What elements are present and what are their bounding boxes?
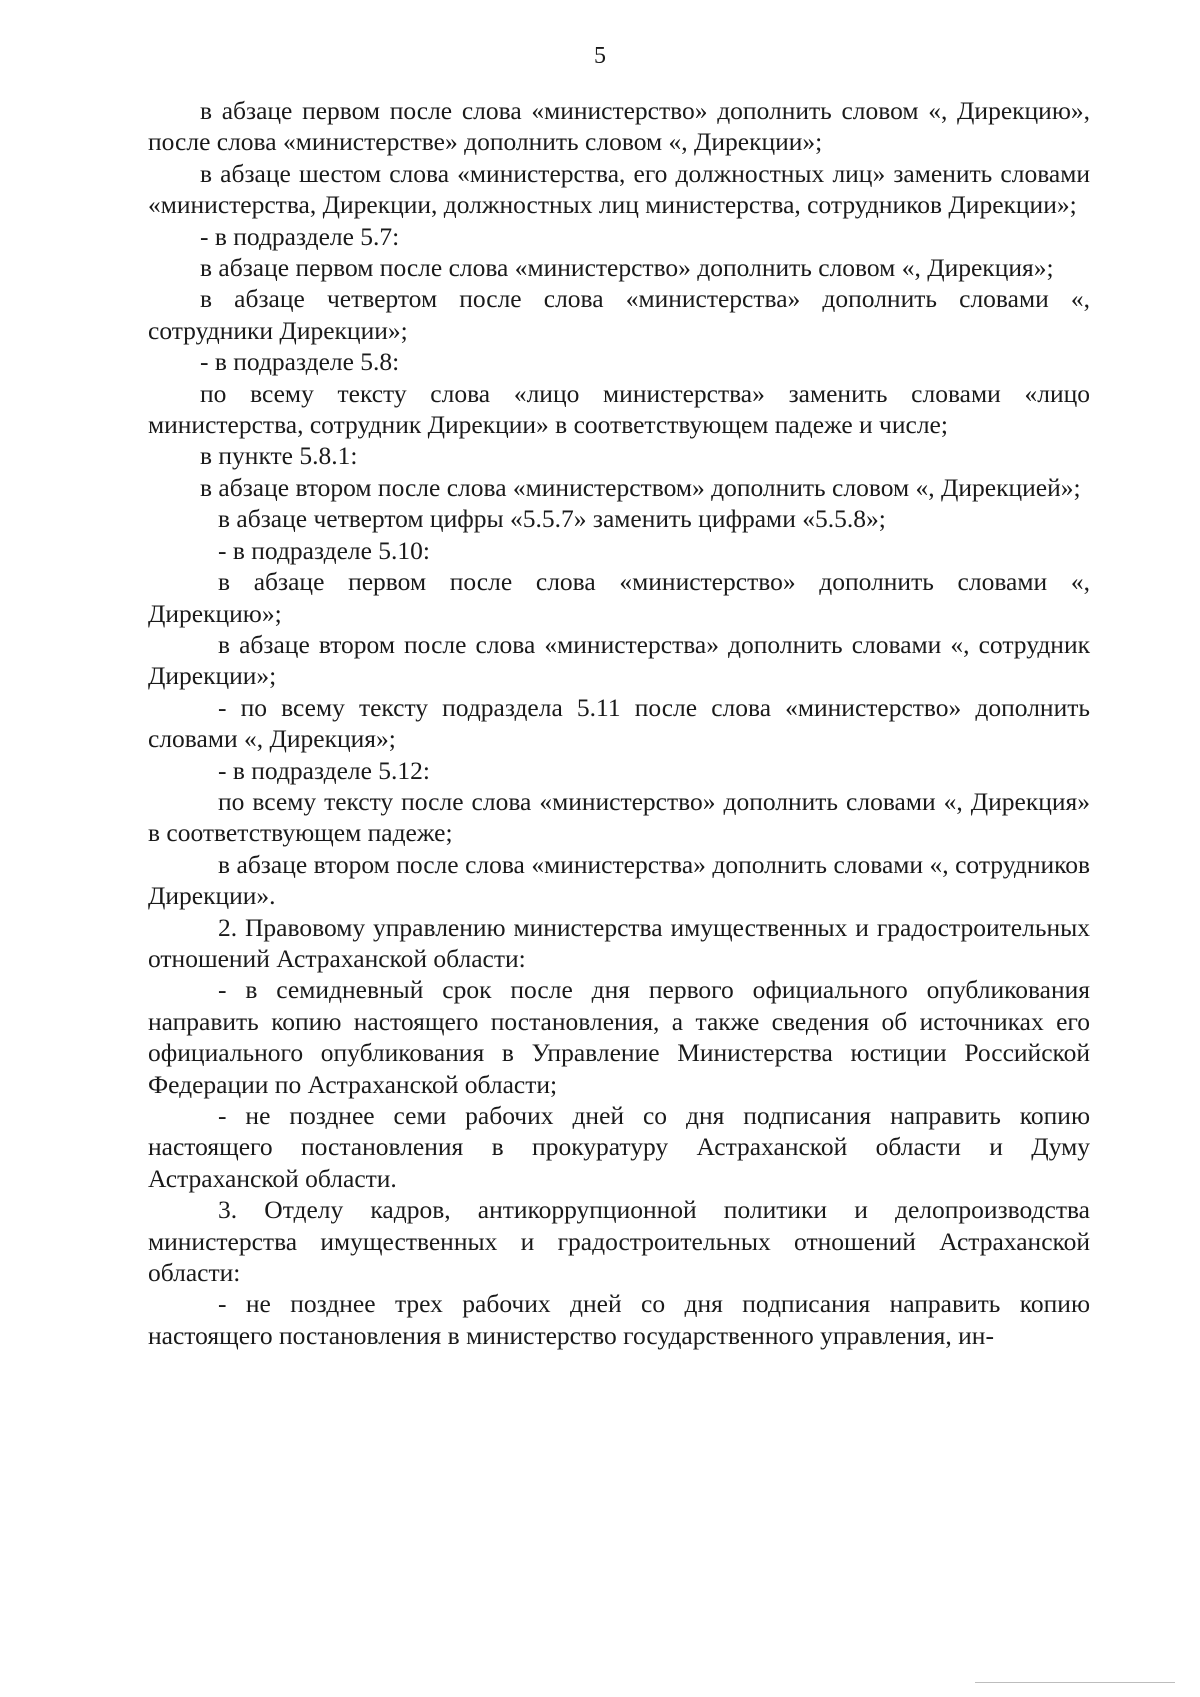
paragraph: по всему тексту после слова «министерство» дополнить словами «, Дирекция» в соответствующем падеже; bbox=[148, 786, 1090, 848]
paragraph: в абзаце первом после слова «министерство» дополнить словами «, Дирекцию»; bbox=[148, 567, 1090, 628]
paragraph: в абзаце четвертом цифры «5.5.7» заменить цифрами «5.5.8»; bbox=[218, 504, 886, 534]
paragraph: в абзаце четвертом после слова «министерства» дополнить словами «, сотрудники Дирекции»; bbox=[148, 284, 1090, 345]
paragraph: - не позднее трех рабочих дней со дня подписания направить копию настоящего постановления в министерство государственного управления, ин- bbox=[148, 1289, 1090, 1350]
paragraph: - в семидневный срок после дня первого официального опубликования направить копию настоящего постановления, а также сведения об источниках его официального опубликования в Управление Министерства юстиции Российской Федерации по Астраханской области; bbox=[148, 975, 1090, 1099]
paragraph: - в подразделе 5.10: bbox=[218, 535, 431, 565]
paragraph: - в подразделе 5.7: bbox=[200, 221, 400, 251]
paragraph: 3. Отделу кадров, антикоррупционной политики и делопроизводства министерства имущественных и градостроительных отношений Астраханской области: bbox=[148, 1195, 1090, 1288]
scan-edge-line bbox=[975, 1682, 1175, 1683]
paragraph: в пункте 5.8.1: bbox=[200, 441, 358, 471]
paragraph: в абзаце втором после слова «министерства» дополнить словами «, сотрудник Дирекции»; bbox=[148, 629, 1090, 691]
paragraph: - по всему тексту подраздела 5.11 после слова «министерство» дополнить словами «, Дирекция»; bbox=[148, 692, 1090, 754]
paragraph: в абзаце первом после слова «министерство» дополнить словом «, Дирекция»; bbox=[200, 253, 1054, 283]
page-number: 5 bbox=[594, 43, 606, 69]
paragraph: - не позднее семи рабочих дней со дня подписания направить копию настоящего постановления в прокуратуру Астраханской области и Думу Астраханской области. bbox=[148, 1101, 1090, 1193]
paragraph: в абзаце шестом слова «министерства, его должностных лиц» заменить словами «министерства, Дирекции, должностных лиц министерства, сотрудников Дирекции»; bbox=[148, 158, 1090, 220]
paragraph: 2. Правовому управлению министерства имущественных и градостроительных отношений Астраханской области: bbox=[148, 912, 1090, 973]
paragraph: в абзаце первом после слова «министерство» дополнить словом «, Дирекцию», после слова «министерстве» дополнить словом «, Дирекции»; bbox=[148, 96, 1090, 157]
paragraph: по всему тексту слова «лицо министерства» заменить словами «лицо министерства, сотрудник Дирекции» в соответствующем падеже и числе; bbox=[148, 378, 1090, 440]
paragraph: в абзаце втором после слова «министерством» дополнить словом «, Дирекцией»; bbox=[200, 472, 1081, 502]
paragraph: - в подразделе 5.12: bbox=[218, 755, 431, 785]
document-body bbox=[148, 95, 1090, 1351]
paragraph: в абзаце втором после слова «министерства» дополнить словами «, сотрудников Дирекции». bbox=[148, 849, 1090, 911]
paragraph: - в подразделе 5.8: bbox=[200, 347, 400, 377]
